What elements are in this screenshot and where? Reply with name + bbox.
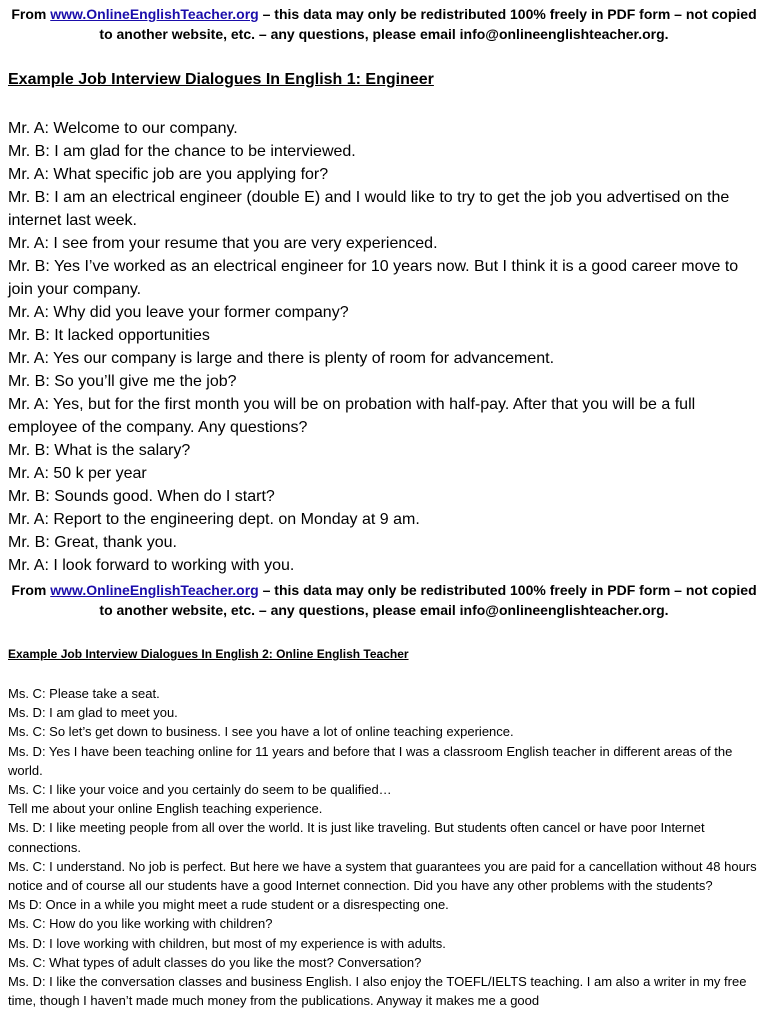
dialogue-line: Ms. D: I like meeting people from all over the world. It is just like traveling. But students often cancel or have poor Internet connections. [8,820,705,855]
section-title-online-teacher: Example Job Interview Dialogues In English 2: Online English Teacher [8,647,409,661]
dialogue-line: Ms D: Once in a while you might meet a rude student or a disrespecting one. [8,897,449,913]
dialogue-line: Mr. A: What specific job are you applying for? [8,166,329,183]
dialogue-line: Ms. D: Yes I have been teaching online for 11 years and before that I was a classroom English teacher in different areas of the world. [8,743,733,778]
notice-suffix: – this data may only be redistributed 100% freely in PDF form – not copied to another website, etc. – any questions, please email info@onlineenglishteacher.org. [99,6,757,42]
dialogue-line: Ms. D: I love working with children, but most of my experience is with adults. [8,935,446,951]
dialogue-line: Mr. A: I see from your resume that you are very experienced. [8,235,438,252]
dialogue-line: Ms. C: What types of adult classes do you like the most? Conversation? [8,954,422,970]
dialogue-line: Ms. C: I understand. No job is perfect. But here we have a system that guarantees you are paid for a cancellation without 48 hours notice and of course all our students have a good Internet connection. Did you have any other problems with the students? [8,858,757,894]
dialogue-line: Tell me about your online English teaching experience. [8,801,323,817]
dialogue-line: Mr. B: Sounds good. When do I start? [8,488,275,505]
dialogue-line: Mr. A: Report to the engineering dept. on Monday at 9 am. [8,511,420,528]
dialogue-line: Ms. C: How do you like working with children? [8,916,273,932]
dialogue-line: Ms. C: I like your voice and you certainly do seem to be qualified… [8,782,392,798]
dialogue-engineer [8,117,760,577]
dialogue-online-teacher [8,684,760,1010]
dialogue-line: Mr. A: I look forward to working with you. [8,557,295,574]
notice-prefix: From [11,6,51,22]
dialogue-line: Mr. B: Yes I’ve worked as an electrical engineer for 10 years now. But I think it is a good career move to join your company. [8,258,739,298]
website-link[interactable]: www.OnlineEnglishTeacher.org [50,582,259,598]
section-title-engineer: Example Job Interview Dialogues In English 1: Engineer [8,71,434,88]
dialogue-line: Mr. B: I am an electrical engineer (double E) and I would like to try to get the job you advertised on the internet last week. [8,189,730,229]
redistribution-notice-middle [0,580,768,620]
dialogue-line: Ms. C: So let’s get down to business. I see you have a lot of online teaching experience. [8,724,514,740]
redistribution-notice-top [0,4,768,44]
dialogue-line: Mr. A: Yes, but for the first month you will be on probation with half-pay. After that you will be a full employee of the company. Any questions? [8,396,696,436]
dialogue-line: Mr. A: Yes our company is large and there is plenty of room for advancement. [8,350,555,367]
website-link[interactable]: www.OnlineEnglishTeacher.org [50,6,259,22]
dialogue-line: Mr. B: I am glad for the chance to be interviewed. [8,143,356,160]
dialogue-line: Ms. C: Please take a seat. [8,686,160,701]
notice-suffix: – this data may only be redistributed 100% freely in PDF form – not copied to another website, etc. – any questions, please email info@onlineenglishteacher.org. [99,582,757,618]
dialogue-line: Mr. B: Great, thank you. [8,534,177,551]
dialogue-line: Mr. A: Why did you leave your former company? [8,304,349,321]
dialogue-line: Ms. D: I like the conversation classes and business English. I also enjoy the TOEFL/IELTS teaching. I am also a writer in my free time, though I haven’t made much money from the publications. Anyway it makes me a good [8,974,747,1009]
notice-prefix: From [11,582,51,598]
dialogue-line: Mr. A: 50 k per year [8,465,147,482]
dialogue-line: Mr. B: It lacked opportunities [8,327,210,344]
dialogue-line: Mr. B: So you’ll give me the job? [8,373,237,390]
dialogue-line: Mr. B: What is the salary? [8,442,191,459]
dialogue-line: Ms. D: I am glad to meet you. [8,705,178,721]
dialogue-line: Mr. A: Welcome to our company. [8,120,238,137]
